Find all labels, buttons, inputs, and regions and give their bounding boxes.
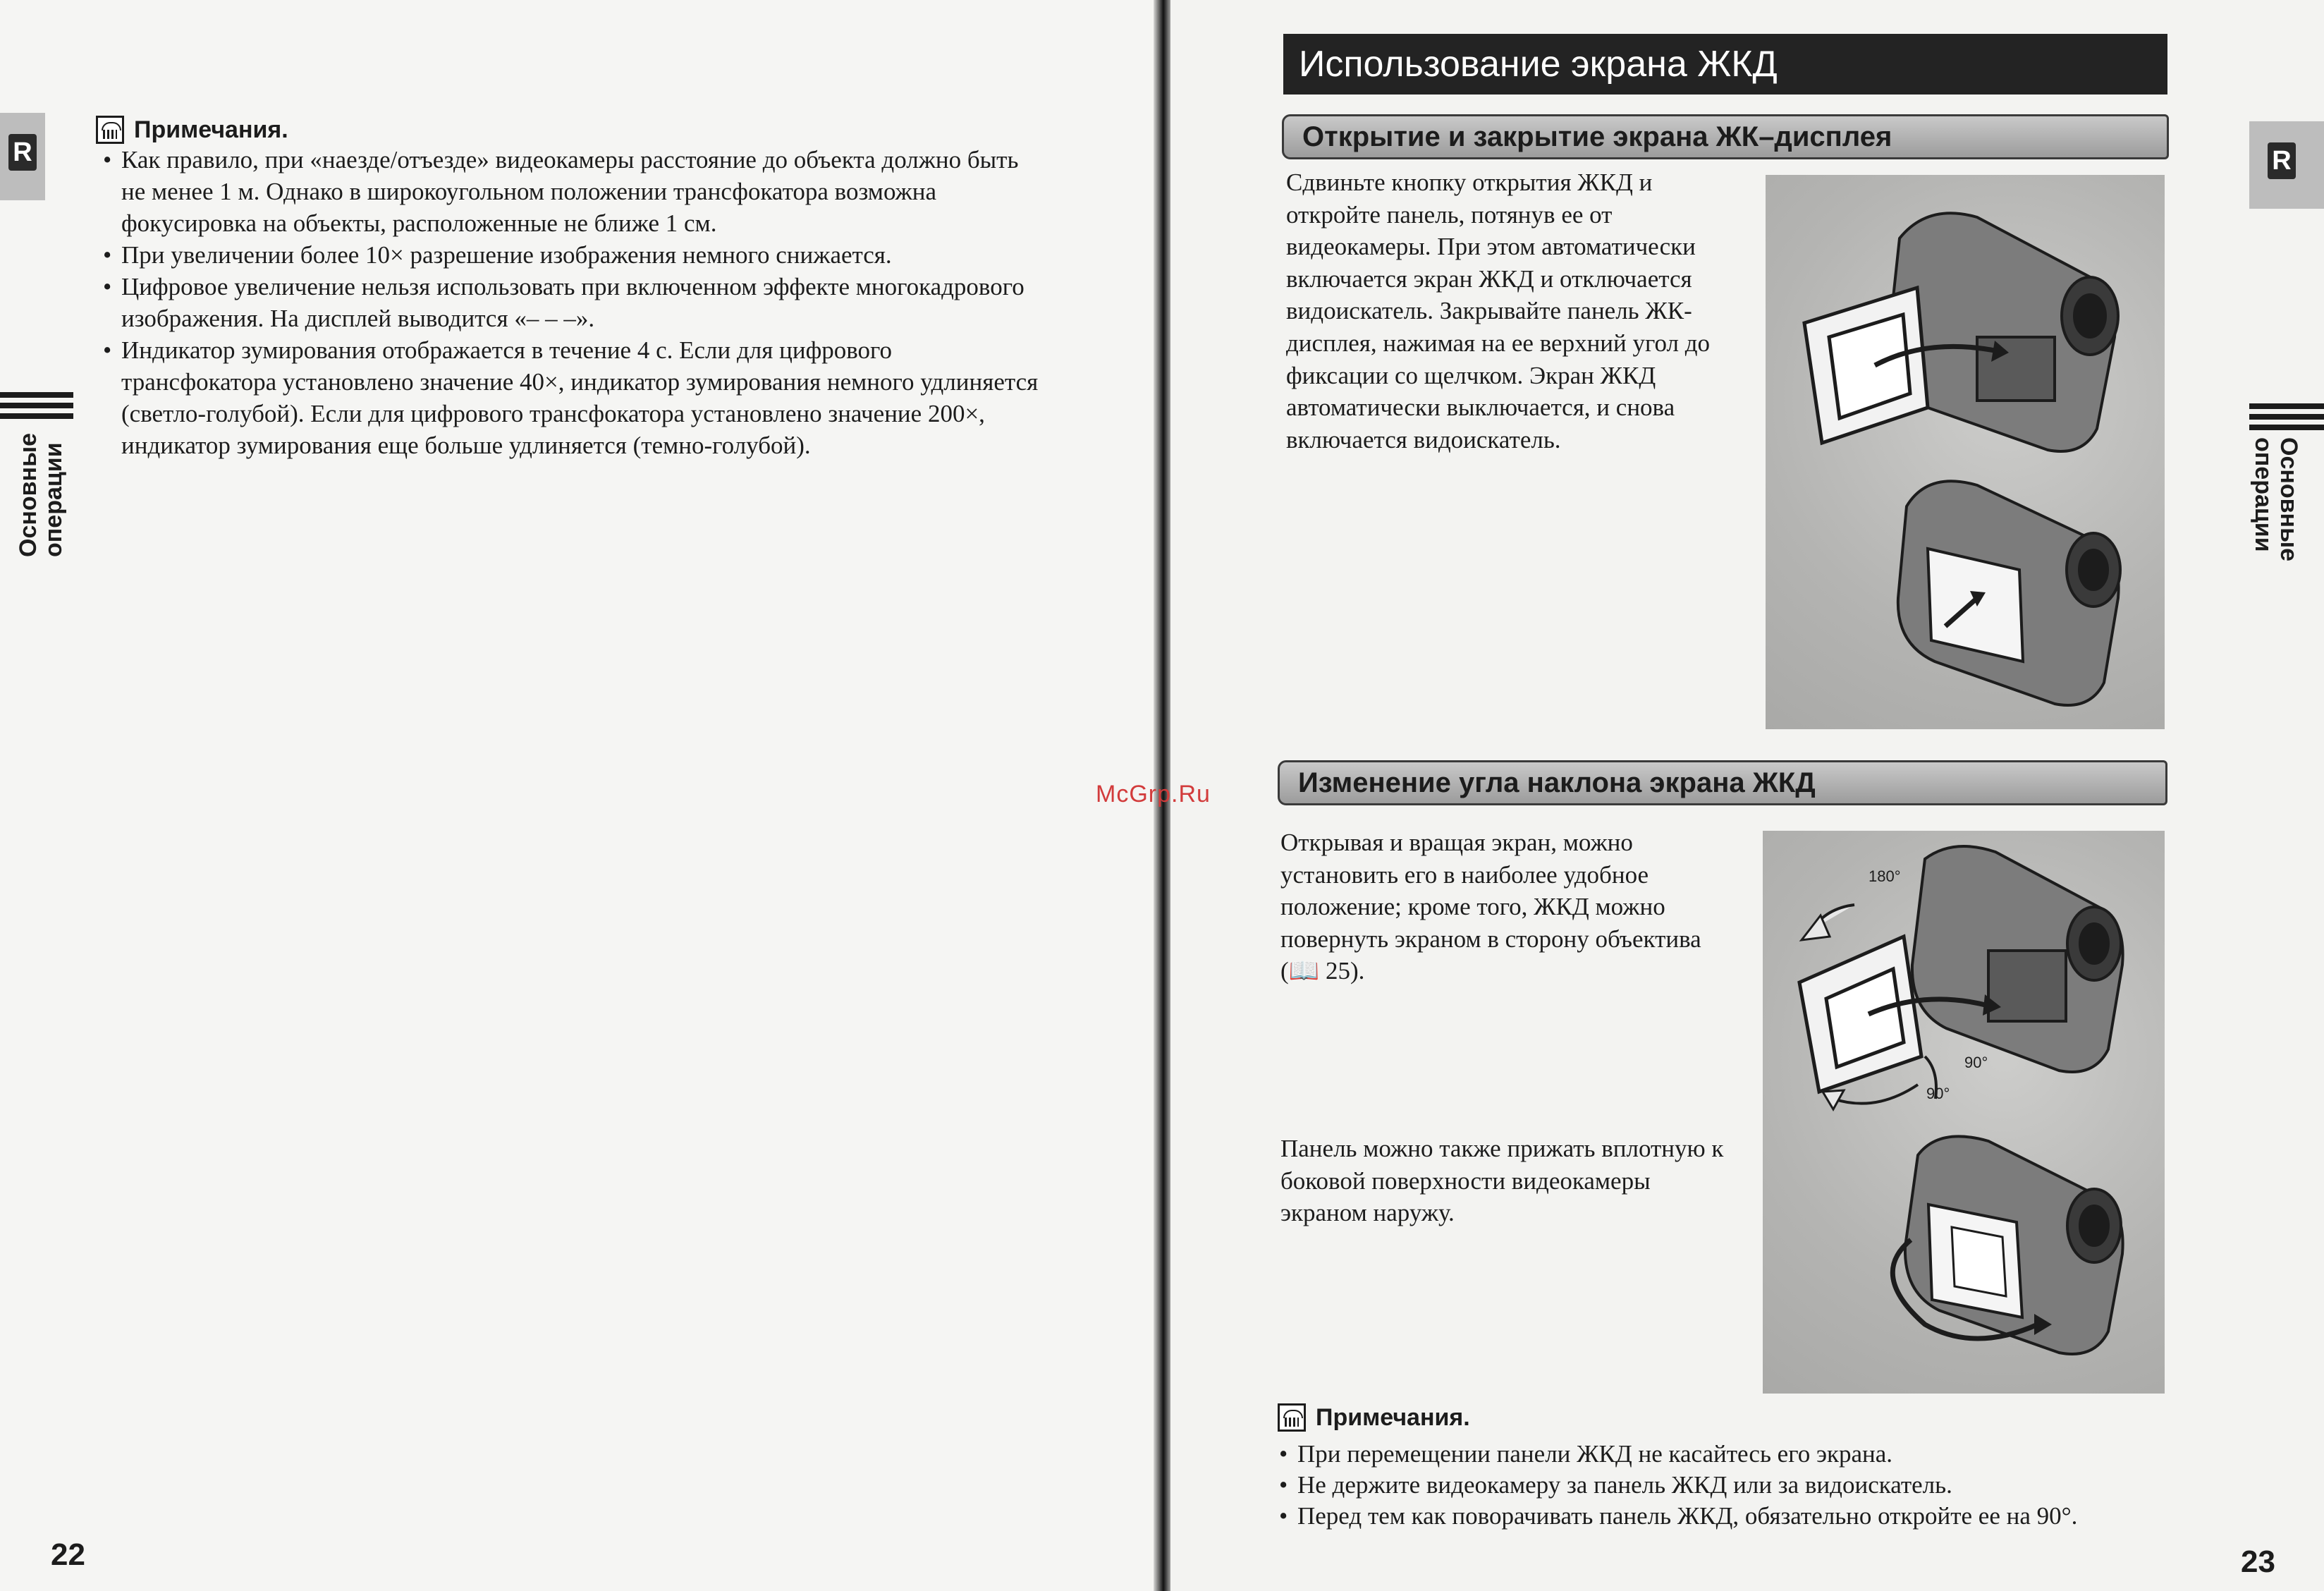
watermark: McGrp.Ru bbox=[1096, 781, 1211, 807]
note-item: • При увеличении более 10× разрешение изображения немного снижается. bbox=[102, 239, 1039, 271]
side-section-label: Основные операции bbox=[2250, 437, 2302, 562]
section-text-angle-2: Панель можно также прижать вплотную к боковой поверхности видеокамеры экраном наружу. bbox=[1280, 1135, 1724, 1227]
notes-list bbox=[102, 144, 1039, 461]
note-item: • Как правило, при «наезде/отъезде» видеокамеры расстояние до объекта должно быть не менее 1 м. Однако в широкоугольном положении трансфокатора возможна фокусировка на объекты, расположенные не ближе 1 см. bbox=[102, 144, 1024, 239]
notes-heading bbox=[1278, 1403, 1470, 1432]
note-item: • Не держите видеокамеру за панель ЖКД или за видоискатель. bbox=[1278, 1470, 2215, 1501]
angle-label-180: 180° bbox=[1869, 867, 1901, 885]
page-number-right: 23 bbox=[2241, 1544, 2275, 1579]
camcorder-illustration-open-close bbox=[1766, 175, 2165, 729]
section-marker-bars bbox=[2249, 403, 2324, 435]
notes-heading bbox=[96, 116, 288, 144]
section-heading-open-close: Открытие и закрытие экрана ЖК–дисплея bbox=[1282, 114, 2169, 159]
camcorder-illustration-angle bbox=[1763, 831, 2165, 1394]
language-tab bbox=[0, 113, 45, 200]
note-item: • Индикатор зумирования отображается в течение 4 с. Если для цифрового трансфокатора установлено значение 40×, индикатор зумирования немного удлиняется (светло-голубой). Если для цифрового трансфокатора установлено значение 200×, индикатор зумирования еще больше удлиняется (темно-голубой). bbox=[102, 334, 1039, 461]
side-section-label: Основные операции bbox=[15, 432, 67, 557]
camcorder-drawing-open bbox=[1766, 175, 2165, 729]
notes-list bbox=[1278, 1439, 2215, 1532]
angle-label-90b: 90° bbox=[1926, 1085, 1950, 1102]
angle-label-90a: 90° bbox=[1964, 1054, 1988, 1071]
language-tab bbox=[2249, 121, 2324, 209]
notes-title: Примечания. bbox=[134, 116, 288, 143]
note-item: • При перемещении панели ЖКД не касайтесь его экрана. bbox=[1278, 1439, 2215, 1470]
note-book-icon bbox=[1278, 1403, 1306, 1432]
right-page bbox=[1170, 0, 2324, 1591]
notes-title: Примечания. bbox=[1316, 1403, 1470, 1431]
note-item: • Перед тем как поворачивать панель ЖКД, обязательно откройте ее на 90°. bbox=[1278, 1501, 2215, 1532]
section-text-open-close: Сдвиньте кнопку открытия ЖКД и откройте панель, потянув ее от видеокамеры. При этом автоматически включается экран ЖКД и отключается видоискатель. Закрывайте панель ЖК-дисплея, нажимая на ее верхний угол до фиксации со щелчком. Экран ЖКД автоматически выключается, и снова включается видоискатель. bbox=[1286, 169, 1711, 453]
left-page bbox=[0, 0, 1156, 1591]
section-text-angle-1: Открывая и вращая экран, можно установить его в наиболее удобное положение; кроме того, ЖКД можно повернуть экраном в сторону объектива (📖 25). bbox=[1280, 829, 1701, 985]
note-book-icon bbox=[96, 116, 124, 144]
camcorder-drawing-rotate bbox=[1763, 831, 2165, 1394]
language-letter: R bbox=[8, 134, 37, 171]
language-letter: R bbox=[2268, 142, 2296, 179]
page-number-left: 22 bbox=[51, 1537, 85, 1572]
note-item: • Цифровое увеличение нельзя использовать при включенном эффекте многокадрового изображения. На дисплей выводится «– – –». bbox=[102, 271, 1038, 334]
page-title: Использование экрана ЖКД bbox=[1283, 34, 2167, 95]
section-heading-angle: Изменение угла наклона экрана ЖКД bbox=[1278, 760, 2167, 805]
